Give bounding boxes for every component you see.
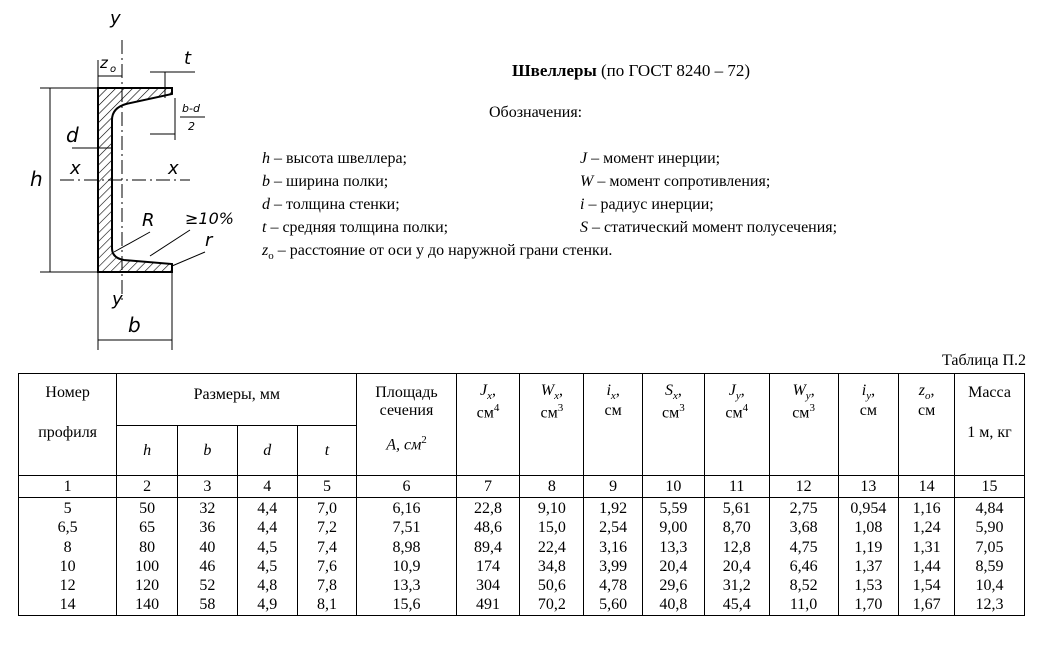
legend-item-zo: $z_o$ – расстояние от оси y до наружной грани стенки. — [262, 242, 613, 263]
table-cell: 10,4 — [955, 576, 1025, 595]
header-h: h — [117, 426, 178, 476]
table-cell: 7,0 — [297, 498, 357, 519]
column-number: 1 — [19, 476, 117, 498]
legend-item-W: W – момент сопротивления; — [580, 173, 771, 190]
legend-item-b: b – ширина полки; — [262, 173, 389, 190]
table-cell: 1,54 — [899, 576, 955, 595]
b-dim-label: b — [128, 313, 141, 337]
header-ix: $i_x$, см — [584, 374, 643, 476]
table-cell: 9,10 — [520, 498, 584, 519]
table-cell: 45,4 — [704, 595, 769, 615]
legend-item-S: S – статический момент полусечения; — [580, 219, 838, 236]
table-cell: 34,8 — [520, 557, 584, 576]
table-cell: 4,9 — [237, 595, 297, 615]
column-number: 2 — [117, 476, 178, 498]
table-cell: 13,3 — [643, 538, 705, 557]
table-cell: 1,67 — [899, 595, 955, 615]
table-cell: 3,68 — [769, 518, 838, 537]
table-cell: 5,90 — [955, 518, 1025, 537]
header-profile: Номер профиля — [19, 374, 117, 476]
svg-text:2: 2 — [188, 120, 195, 133]
legend-item-i: i – радиус инерции; — [580, 196, 714, 213]
table-cell: 7,8 — [297, 576, 357, 595]
header-Wy: $W_y$, $см^3$ — [769, 374, 838, 476]
legend-item-d: d – толщина стенки; — [262, 196, 400, 213]
table-cell: 10 — [19, 557, 117, 576]
table-cell: 50 — [117, 498, 178, 519]
table-cell: 1,08 — [838, 518, 899, 537]
table-cell: 22,8 — [456, 498, 520, 519]
channel-properties-table — [18, 373, 1025, 616]
header-iy: $i_y$, см — [838, 374, 899, 476]
table-cell: 58 — [178, 595, 238, 615]
table-cell: 120 — [117, 576, 178, 595]
table-cell: 40 — [178, 538, 238, 557]
table-cell: 8,59 — [955, 557, 1025, 576]
table-cell: 36 — [178, 518, 238, 537]
table-cell: 304 — [456, 576, 520, 595]
table-cell: 65 — [117, 518, 178, 537]
table-cell: 6,16 — [357, 498, 456, 519]
column-number: 13 — [838, 476, 899, 498]
table-cell: 22,4 — [520, 538, 584, 557]
page-title: Швеллеры (по ГОСТ 8240 – 72) — [512, 61, 751, 80]
table-cell: 14 — [19, 595, 117, 615]
column-number-row — [19, 476, 1025, 498]
table-cell: 1,70 — [838, 595, 899, 615]
table-cell: 3,16 — [584, 538, 643, 557]
svg-text:o: o — [110, 64, 117, 75]
table-cell: 1,44 — [899, 557, 955, 576]
table-row — [19, 498, 1025, 519]
table-cell: 3,99 — [584, 557, 643, 576]
slope-label: ≥10% — [185, 209, 234, 228]
bd-dim-label: b-d — [182, 102, 200, 115]
table-cell: 10,9 — [357, 557, 456, 576]
table-cell: 40,8 — [643, 595, 705, 615]
table-cell: 5,60 — [584, 595, 643, 615]
table-cell: 7,6 — [297, 557, 357, 576]
table-cell: 15,0 — [520, 518, 584, 537]
R-label: R — [142, 210, 155, 231]
table-caption: Таблица П.2 — [942, 352, 1026, 369]
table-cell: 100 — [117, 557, 178, 576]
table-cell: 1,24 — [899, 518, 955, 537]
d-dim-label: d — [66, 123, 79, 147]
legend-item-t: t – средняя толщина полки; — [262, 219, 449, 236]
table-cell: 29,6 — [643, 576, 705, 595]
table-cell: 5,59 — [643, 498, 705, 519]
table-cell: 4,5 — [237, 538, 297, 557]
table-cell: 4,4 — [237, 498, 297, 519]
table-cell: 140 — [117, 595, 178, 615]
table-cell: 7,4 — [297, 538, 357, 557]
table-cell: 12,3 — [955, 595, 1025, 615]
column-number: 11 — [704, 476, 769, 498]
table-cell: 174 — [456, 557, 520, 576]
header-Jy: $J_y$, $см^4$ — [704, 374, 769, 476]
table-cell: 4,78 — [584, 576, 643, 595]
column-number: 4 — [237, 476, 297, 498]
table-cell: 80 — [117, 538, 178, 557]
table-cell: 4,4 — [237, 518, 297, 537]
y-axis-label-top: y — [110, 8, 121, 29]
table-cell: 1,19 — [838, 538, 899, 557]
legend-item-J: J – момент инерции; — [580, 150, 721, 167]
table-cell: 5,61 — [704, 498, 769, 519]
table-cell: 20,4 — [704, 557, 769, 576]
table-cell: 50,6 — [520, 576, 584, 595]
table-cell: 8,70 — [704, 518, 769, 537]
header-Jx: $J_x$, $см^4$ — [456, 374, 520, 476]
table-cell: 1,92 — [584, 498, 643, 519]
table-cell: 5 — [19, 498, 117, 519]
header-area: Площадь сечения A, $см^2$ — [357, 374, 456, 476]
r-label: r — [205, 230, 213, 251]
table-cell: 48,6 — [456, 518, 520, 537]
table-row — [19, 576, 1025, 595]
zo-dim-label: z — [100, 54, 108, 72]
column-number: 10 — [643, 476, 705, 498]
header-Wx: $W_x$, $см^3$ — [520, 374, 584, 476]
table-cell: 32 — [178, 498, 238, 519]
table-cell: 4,75 — [769, 538, 838, 557]
table-cell: 12,8 — [704, 538, 769, 557]
table-row — [19, 538, 1025, 557]
column-number: 9 — [584, 476, 643, 498]
table-row — [19, 518, 1025, 537]
column-number: 14 — [899, 476, 955, 498]
column-number: 7 — [456, 476, 520, 498]
legend-heading: Обозначения: — [489, 104, 583, 121]
table-cell: 8,52 — [769, 576, 838, 595]
h-dim-label: h — [30, 167, 43, 191]
table-cell: 70,2 — [520, 595, 584, 615]
table-cell: 31,2 — [704, 576, 769, 595]
x-axis-label-right: x — [168, 158, 179, 179]
table-row — [19, 595, 1025, 615]
table-cell: 46 — [178, 557, 238, 576]
table-cell: 12 — [19, 576, 117, 595]
table-cell: 4,8 — [237, 576, 297, 595]
channel-section-drawing — [0, 0, 300, 360]
table-cell: 1,16 — [899, 498, 955, 519]
table-cell: 1,31 — [899, 538, 955, 557]
table-cell: 4,84 — [955, 498, 1025, 519]
header-zo: $z_o$, см — [899, 374, 955, 476]
header-dimensions: Размеры, мм — [117, 374, 357, 426]
legend-item-h: h – высота швеллера; — [262, 150, 407, 167]
table-row — [19, 557, 1025, 576]
column-number: 12 — [769, 476, 838, 498]
table-cell: 2,54 — [584, 518, 643, 537]
table-cell: 0,954 — [838, 498, 899, 519]
y-axis-label-bottom: y — [112, 289, 123, 310]
table-cell: 8,98 — [357, 538, 456, 557]
column-number: 8 — [520, 476, 584, 498]
header-Sx: $S_x$, $см^3$ — [643, 374, 705, 476]
header-b: b — [178, 426, 238, 476]
table-cell: 7,05 — [955, 538, 1025, 557]
table-cell: 6,5 — [19, 518, 117, 537]
table-cell: 491 — [456, 595, 520, 615]
table-cell: 1,53 — [838, 576, 899, 595]
table-cell: 7,2 — [297, 518, 357, 537]
table-cell: 7,51 — [357, 518, 456, 537]
column-number: 5 — [297, 476, 357, 498]
table-cell: 6,46 — [769, 557, 838, 576]
table-cell: 11,0 — [769, 595, 838, 615]
table-cell: 52 — [178, 576, 238, 595]
table-cell: 15,6 — [357, 595, 456, 615]
table-cell: 9,00 — [643, 518, 705, 537]
table-cell: 2,75 — [769, 498, 838, 519]
column-number: 6 — [357, 476, 456, 498]
t-dim-label: t — [184, 48, 192, 69]
table-cell: 13,3 — [357, 576, 456, 595]
column-number: 15 — [955, 476, 1025, 498]
table-cell: 89,4 — [456, 538, 520, 557]
table-cell: 4,5 — [237, 557, 297, 576]
header-d: d — [237, 426, 297, 476]
column-number: 3 — [178, 476, 238, 498]
table-cell: 8,1 — [297, 595, 357, 615]
table-cell: 8 — [19, 538, 117, 557]
table-cell: 20,4 — [643, 557, 705, 576]
header-mass: Масса 1 м, кг — [955, 374, 1025, 476]
table-cell: 1,37 — [838, 557, 899, 576]
x-axis-label-left: x — [70, 158, 81, 179]
header-t: t — [297, 426, 357, 476]
